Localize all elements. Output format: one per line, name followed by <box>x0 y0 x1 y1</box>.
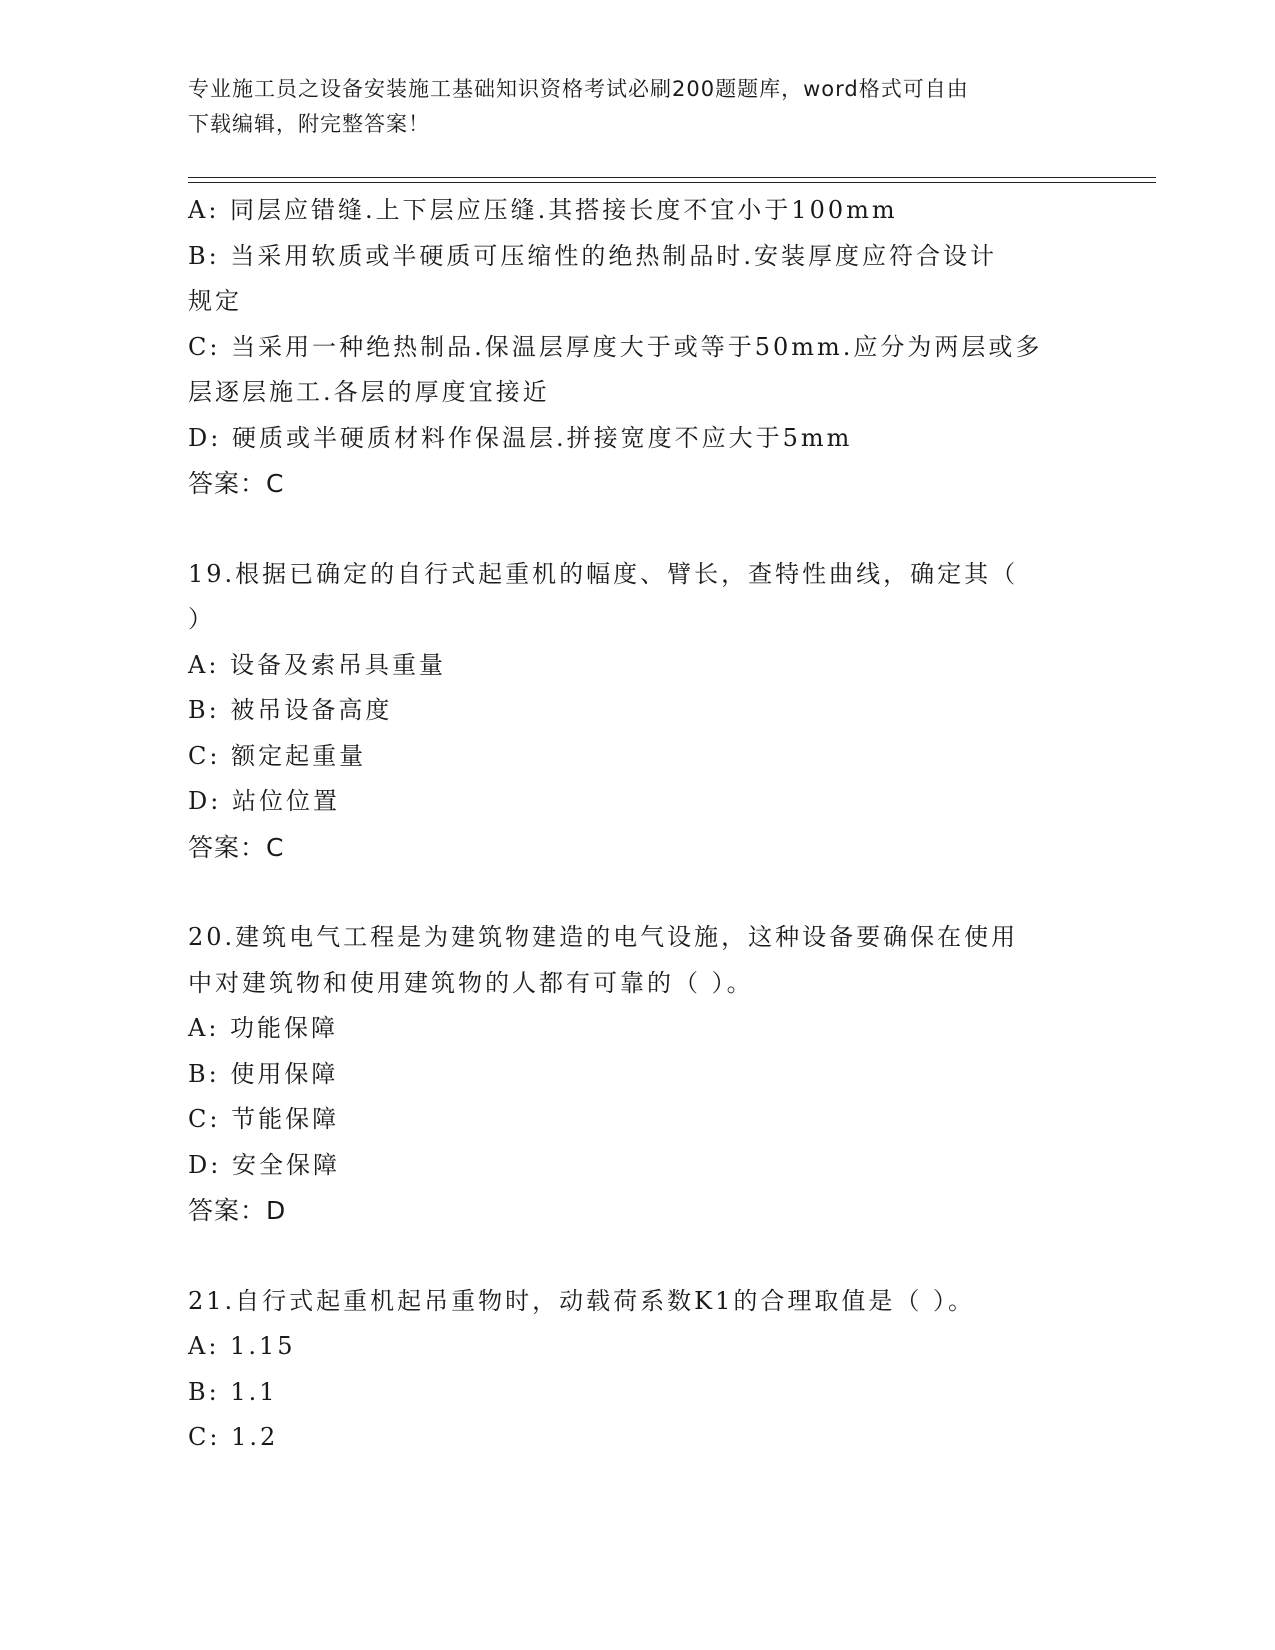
header-divider-top <box>188 177 1156 178</box>
option-a: A: 1.15 <box>188 1332 296 1360</box>
option-a: A: 功能保障 <box>188 1014 339 1042</box>
answer-label: 答案：C <box>188 469 285 498</box>
spacer <box>188 870 1088 915</box>
option-b: B: 使用保障 <box>188 1059 339 1088</box>
option-text: B: 当采用软质或半硬质可压缩性的绝热制品时.安装厚度应符合设计 <box>188 241 997 270</box>
question-text: 20.建筑电气工程是为建筑物建造的电气设施，这种设备要确保在使用 <box>188 923 1019 951</box>
option-c: C: 节能保障 <box>188 1105 340 1133</box>
option-a: A: 设备及索吊具重量 <box>188 650 447 679</box>
header-line-2: 下载编辑，附完整答案！ <box>188 112 430 136</box>
option-d: D: 站位位置 <box>188 787 340 815</box>
option-text: C: 当采用一种绝热制品.保温层厚度大于或等于50mm.应分为两层或多 <box>188 332 1043 361</box>
option-c <box>188 325 1088 416</box>
question-18-block <box>188 188 1088 507</box>
option-a <box>188 188 1088 234</box>
question-20-block <box>188 915 1088 1234</box>
header-divider-bottom <box>188 182 1156 183</box>
answer-label: 答案：C <box>188 832 285 862</box>
header-line-1: 专业施工员之设备安装施工基础知识资格考试必刷200题题库，word格式可自由 <box>188 77 969 101</box>
option-b: B: 被吊设备高度 <box>188 696 393 724</box>
spacer <box>188 1234 1088 1279</box>
option-d: D: 安全保障 <box>188 1150 340 1179</box>
question-text-cont: ） <box>188 605 215 633</box>
option-b <box>188 234 1088 325</box>
document-header <box>188 72 1088 142</box>
spacer <box>188 507 1088 552</box>
option-d <box>188 416 1088 462</box>
question-content <box>188 188 1088 1461</box>
question-21-block <box>188 1279 1088 1461</box>
answer-label: 答案：D <box>188 1196 287 1225</box>
question-text-cont: 中对建筑物和使用建筑物的人都有可靠的（ ）。 <box>188 968 754 997</box>
option-c: C: 1.2 <box>188 1423 279 1451</box>
option-text-cont: 规定 <box>188 287 242 315</box>
option-text-cont: 层逐层施工.各层的厚度宜接近 <box>188 378 550 406</box>
option-c: C: 额定起重量 <box>188 741 367 770</box>
question-text: 21.自行式起重机起吊重物时，动载荷系数K1的合理取值是（ ）。 <box>188 1286 975 1315</box>
option-b: B: 1.1 <box>188 1377 278 1406</box>
question-text: 19.根据已确定的自行式起重机的幅度、臂长，查特性曲线，确定其（ <box>188 559 1019 588</box>
question-19-block <box>188 552 1088 871</box>
option-text: D: 硬质或半硬质材料作保温层.拼接宽度不应大于5mm <box>188 423 853 452</box>
option-text: A: 同层应错缝.上下层应压缝.其搭接长度不宜小于100mm <box>188 196 898 224</box>
